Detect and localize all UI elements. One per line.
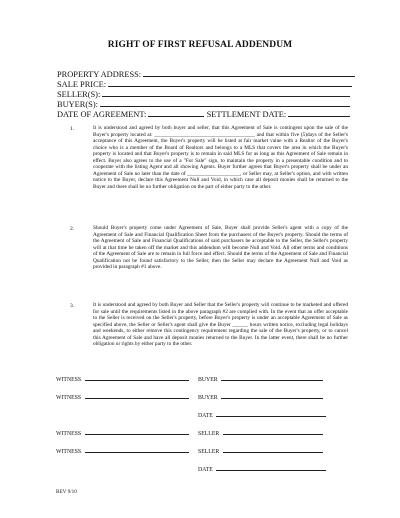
buyer-1	[198, 375, 323, 384]
witness-3	[56, 429, 189, 438]
paragraph-2-text: Should Buyer's property come under Agreement of Sale, Buyer shall provide Seller's agent with a copy of the Agreement of Sale and Financial Qualification Sheet from the purchasers of the Buyer's property. Should the terms of the Agreement of Sale and Financial Qualifications of said purchasers be acceptable to the Seller, the Seller's property will at that time be taken off the market and this addendum will become Null and Void. All other terms and conditions of the Agreement of Sale are to remain in full force and effect. Should the terms of the Agreement of Sale and Financial Qualification not be found satisfactory to the Seller, then the Seller may declare the Agreement Null and Void as provided in paragraph #1 above.	[93, 225, 348, 271]
buyer-label: BUYER	[198, 377, 218, 383]
sale-price-label: SALE PRICE:	[57, 80, 107, 89]
witness-1	[56, 375, 189, 384]
date-2-line[interactable]	[216, 465, 326, 471]
witness-4	[56, 447, 189, 456]
date-label: DATE	[198, 413, 213, 419]
buyers-label: BUYER(S):	[57, 100, 98, 109]
property-address-field[interactable]	[143, 69, 355, 77]
seller-1-signature-line[interactable]	[223, 429, 323, 435]
paragraph-3-text: It is understood and agreed by both Buyer and Seller that the Seller's property will continue to be marketed and offered for sale until the requirements listed in the above paragraph #2 are complied with. In the event that an offer acceptable to the Seller is received on the Seller's property, before Buyer's property is under an acceptable Agreement of Sale as specified above, the Seller or Seller's agent shall give the Buyer ______ hours written notice, excluding legal holidays and weekends, to either remove this contingency requirement regarding the sale of the Buyer's property, or to cancel this Agreement of Sale and have all deposit monies returned to the Buyer. In the latter event, there shall be no further obligation or rights by either party to the other.	[93, 302, 348, 348]
paragraph-3-number: 3.	[70, 303, 75, 309]
paragraph-1-text: It is understood and agreed by both buyer and seller, that this Agreement of Sale is contingent upon the sale of the Buyer's property located at: ______________________________________ and that within five (5)days of the Seller's acceptance of this Agreement, the Buyer's property will be listed at fair market value with a Realtor of the Buyer's choice who is a member of the Board of Realtors and belongs to a MLS that covers the area in which the Buyer's property is located and that Buyer's property is to remain in said MLS for as long as this Agreement of Sale remain in effect. Buyer also agrees to the use of a "For Sale" sign, to maintain the property in a presentable condition and to cooperate with the listing Agent and all showing Agents. Buyer further agrees that Buyer's property shall be under an Agreement of Sale no later than the date of ____________________, or Seller may, at Seller's option, and with written notice to the Buyer, declare this Agreement Null and Void, in which case all deposit monies shall be returned to the Buyer and there shall be no further obligation on the part of either party to the other.	[93, 125, 348, 190]
sale-price-field[interactable]	[108, 79, 352, 87]
sellers-field[interactable]	[102, 89, 350, 97]
document-title: RIGHT OF FIRST REFUSAL ADDENDUM	[107, 40, 293, 50]
seller-label: SELLER	[198, 431, 220, 437]
seller-1	[198, 429, 323, 438]
seller-label: SELLER	[198, 449, 220, 455]
buyer-2	[198, 393, 323, 402]
witness-label: WITNESS	[56, 431, 82, 437]
witness-2-signature-line[interactable]	[85, 393, 189, 399]
date-of-agreement-field[interactable]	[148, 109, 204, 117]
date-label: DATE	[198, 467, 213, 473]
seller-2	[198, 447, 323, 456]
witness-label: WITNESS	[56, 395, 82, 401]
witness-4-signature-line[interactable]	[85, 447, 189, 453]
buyers-field[interactable]	[100, 99, 350, 107]
paragraph-1-number: 1.	[70, 126, 75, 132]
dates-row	[57, 109, 350, 120]
buyer-2-signature-line[interactable]	[221, 393, 323, 399]
property-address-label: PROPERTY ADDRESS:	[57, 70, 142, 79]
paragraph-2-number: 2.	[70, 226, 75, 232]
date-1	[198, 411, 326, 420]
date-2	[198, 465, 326, 474]
sellers-label: SELLER(S):	[57, 90, 101, 99]
date-of-agreement-label: DATE OF AGREEMENT:	[57, 110, 147, 119]
date-1-line[interactable]	[216, 411, 326, 417]
witness-label: WITNESS	[56, 449, 82, 455]
settlement-date-field[interactable]	[288, 109, 350, 117]
settlement-date-label: SETTLEMENT DATE:	[206, 110, 287, 119]
revision-label: REV 9/10	[56, 489, 77, 495]
witness-label: WITNESS	[56, 377, 82, 383]
buyer-label: BUYER	[198, 395, 218, 401]
witness-1-signature-line[interactable]	[85, 375, 189, 381]
buyer-1-signature-line[interactable]	[221, 375, 323, 381]
seller-2-signature-line[interactable]	[223, 447, 323, 453]
witness-2	[56, 393, 189, 402]
witness-3-signature-line[interactable]	[85, 429, 189, 435]
